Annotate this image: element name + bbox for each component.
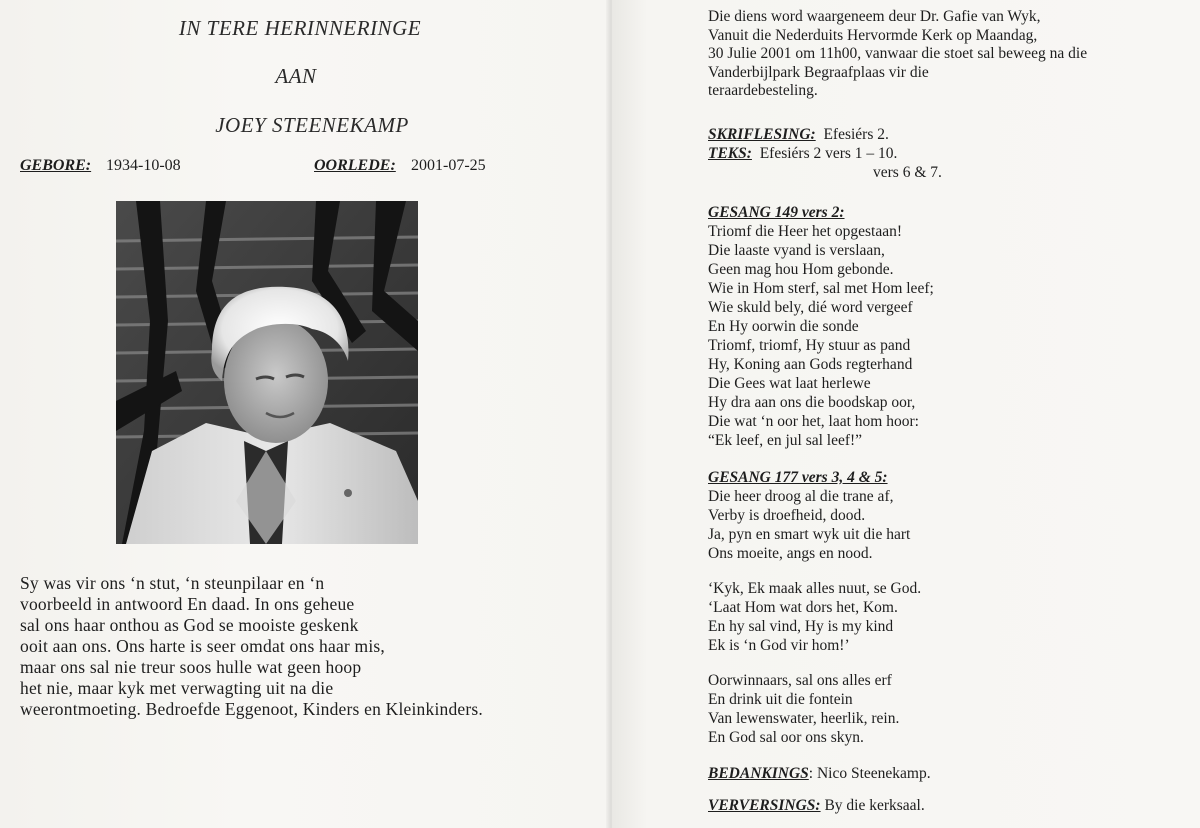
portrait-photo (116, 201, 418, 544)
born-label: GEBORE: (20, 157, 92, 174)
hymn-line: Ek is ‘n God vir hom!’ (708, 637, 850, 654)
tribute-line: het nie, maar kyk met verwagting uit na die (20, 678, 334, 698)
refreshments-row (708, 796, 1198, 815)
hymn-line: Van lewenswater, heerlik, rein. (708, 710, 900, 727)
refreshments-value: By die kerksaal. (820, 797, 925, 814)
hymn-line: Geen mag hou Hom gebonde. (708, 261, 894, 278)
service-line: 30 Julie 2001 om 11h00, vanwaar die stoet sal beweeg na die (708, 45, 1088, 62)
hymn-line: Die Gees wat laat herlewe (708, 375, 871, 392)
hymn-line: Die laaste vyand is verslaan, (708, 242, 885, 259)
text-value-2: vers 6 & 7. (873, 164, 942, 181)
service-line: Die diens word waargeneem deur Dr. Gafie van Wyk, (708, 8, 1041, 25)
tribute-line: ooit aan ons. Ons harte is seer omdat ons haar mis, (20, 636, 385, 656)
tribute-line: voorbeeld in antwoord En daad. In ons geheue (20, 594, 355, 614)
hymn-149 (708, 203, 1198, 450)
title-line-1: IN TERE HERINNERINGE (178, 16, 422, 40)
hymn-line: Die heer droog al die trane af, (708, 488, 894, 505)
thanks-row (708, 764, 1198, 783)
hymn-line: Wie skuld bely, dié word vergeef (708, 299, 913, 316)
hymn-177-verse-3 (708, 671, 1198, 747)
thanks-value: : Nico Steenekamp. (808, 765, 931, 782)
hymn-title: GESANG 177 vers 3, 4 & 5: (708, 469, 888, 486)
thanks-label: BEDANKINGS (708, 765, 809, 782)
hymn-line: En hy sal vind, Hy is my kind (708, 618, 894, 635)
hymn-line: “Ek leef, en jul sal leef!” (708, 432, 863, 449)
reading-value: Efesiérs 2. (823, 126, 889, 143)
tribute-line: sal ons haar onthou as God se mooiste geskenk (20, 615, 359, 635)
hymn-177 (708, 468, 1198, 563)
hymn-177-verse-2 (708, 579, 1198, 655)
hymn-line: Triomf, triomf, Hy stuur as pand (708, 337, 911, 354)
hymn-line: Die wat ‘n oor het, laat hom hoor: (708, 413, 919, 430)
text-label: TEKS: (708, 145, 752, 162)
tribute-line: maar ons sal nie treur soos hulle wat geen hoop (20, 657, 362, 677)
hymn-line: Oorwinnaars, sal ons alles erf (708, 672, 892, 689)
died-date: 2001-07-25 (411, 157, 486, 174)
hymn-line: Triomf die Heer het opgestaan! (708, 223, 902, 240)
hymn-line: En drink uit die fontein (708, 691, 853, 708)
deceased-name: JOEY STEENEKAMP (215, 113, 409, 137)
died-label: OORLEDE: (314, 157, 396, 174)
hymn-title: GESANG 149 vers 2: (708, 204, 845, 221)
scripture-section (708, 125, 1198, 182)
tribute-line: weerontmoeting. Bedroefde Eggenoot, Kinders en Kleinkinders. (20, 699, 483, 719)
hymn-line: Hy dra aan ons die boodskap oor, (708, 394, 916, 411)
refreshments-label: VERVERSINGS: (708, 797, 821, 814)
service-line: Vanderbijlpark Begraafplaas vir die (708, 63, 929, 81)
text-value: Efesiérs 2 vers 1 – 10. (759, 145, 898, 162)
reading-label: SKRIFLESING: (708, 126, 816, 143)
hymn-line: Ja, pyn en smart wyk uit die hart (708, 526, 911, 543)
service-line: Vanuit die Nederduits Hervormde Kerk op Maandag, (708, 26, 1038, 44)
tribute-text (20, 573, 600, 720)
hymn-line: Verby is droefheid, dood. (708, 507, 866, 524)
hymn-line: Hy, Koning aan Gods regterhand (708, 356, 913, 373)
service-details (708, 8, 1198, 101)
hymn-line: Wie in Hom sterf, sal met Hom leef; (708, 280, 934, 297)
hymn-line: Ons moeite, angs en nood. (708, 545, 873, 562)
hymn-line: ‘Laat Hom wat dors het, Kom. (708, 599, 898, 616)
service-line: teraardebesteling. (708, 82, 818, 99)
hymn-line: ‘Kyk, Ek maak alles nuut, se God. (708, 580, 922, 597)
hymn-line: En God sal oor ons skyn. (708, 729, 864, 746)
born-date: 1934-10-08 (106, 157, 181, 174)
tribute-line: Sy was vir ons ‘n stut, ‘n steunpilaar en ‘n (20, 573, 325, 593)
hymn-line: En Hy oorwin die sonde (708, 318, 859, 335)
title-line-2: AAN (275, 64, 317, 88)
